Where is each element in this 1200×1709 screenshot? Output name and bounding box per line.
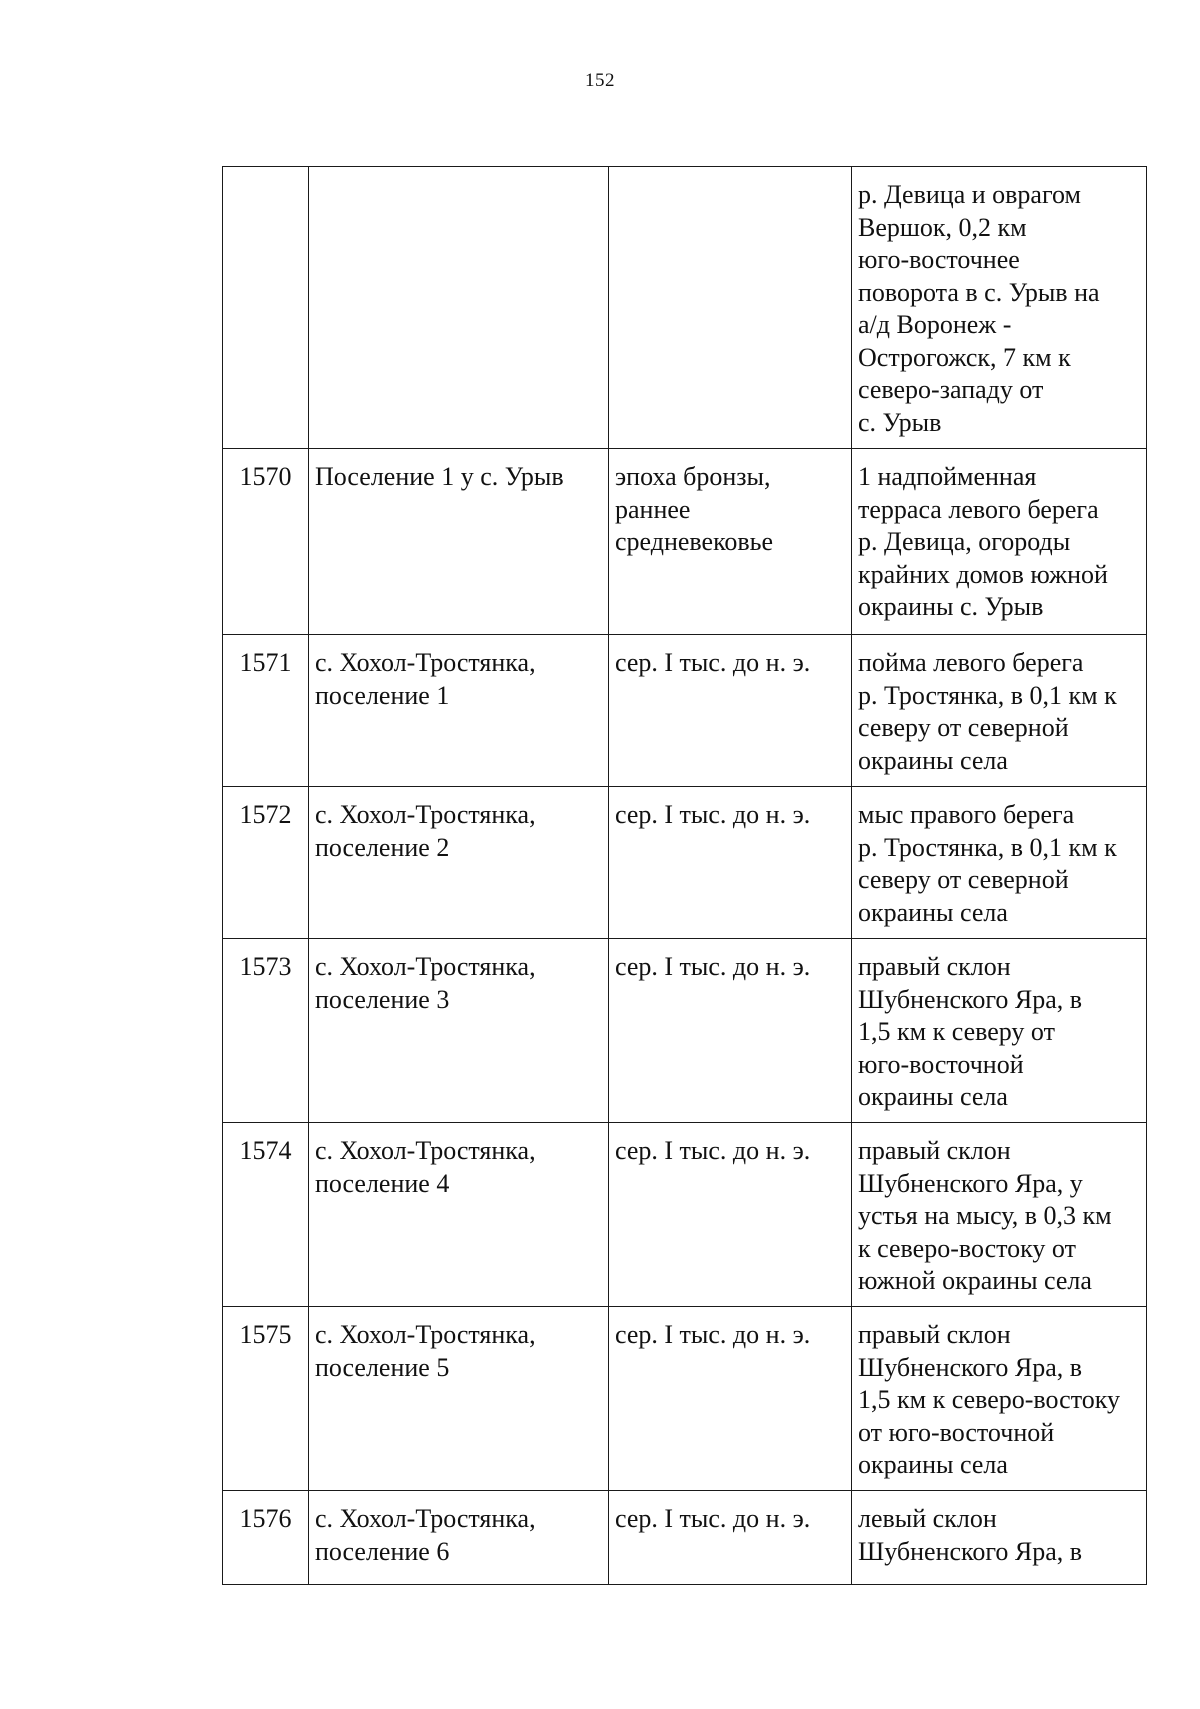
cell-dating-line: раннее [615, 494, 691, 524]
cell-location-line: устья на мысу, в 0,3 км [858, 1201, 1112, 1230]
cell-location-line: северо-западу от [858, 375, 1044, 404]
table-body [223, 167, 1147, 1585]
cell-site-name [309, 635, 609, 787]
cell-site-name [309, 1491, 609, 1585]
cell-number: 1576 [223, 1491, 309, 1585]
cell-location-line: юго-восточной [858, 1049, 1024, 1079]
cell-location-line: правый склон [858, 952, 1011, 981]
cell-location-line: юго-восточнее [858, 245, 1020, 274]
table-row [223, 449, 1147, 635]
cell-site-name [309, 787, 609, 939]
cell-site-name-line: поселение 3 [315, 984, 450, 1014]
cell-location [852, 167, 1147, 449]
cell-site-name-line: с. Хохол-Тростянка, [315, 1320, 536, 1349]
cell-dating-line: сер. I тыс. до н. э. [615, 1320, 811, 1349]
cell-site-name-line: с. Хохол-Тростянка, [315, 648, 536, 677]
cell-dating [609, 939, 852, 1123]
cell-location [852, 787, 1147, 939]
cell-location-line: правый склон [858, 1320, 1011, 1349]
cell-location [852, 1307, 1147, 1491]
cell-location-line: от юго-восточной [858, 1417, 1055, 1447]
cell-number: 1575 [223, 1307, 309, 1491]
cell-location-line: окраины с. Урыв [858, 592, 1044, 621]
cell-location-line: а/д Воронеж - [858, 310, 1012, 339]
cell-location [852, 449, 1147, 635]
cell-site-name [309, 1307, 609, 1491]
table-row [223, 1307, 1147, 1491]
cell-location-line: Острогожск, 7 км к [858, 342, 1071, 372]
cell-location-line: южной окраины села [858, 1266, 1092, 1295]
cell-site-name-line: поселение 2 [315, 832, 450, 862]
cell-location-line: Вершок, 0,2 км [858, 212, 1027, 242]
cell-location-line: терраса левого берега [858, 494, 1099, 524]
cell-location-line: Шубненского Яра, у [858, 1168, 1083, 1198]
cell-dating-line: сер. I тыс. до н. э. [615, 648, 811, 677]
cell-site-name [309, 939, 609, 1123]
cell-location-line: северу от северной [858, 713, 1069, 742]
cell-dating [609, 787, 852, 939]
cell-location [852, 635, 1147, 787]
cell-dating [609, 1123, 852, 1307]
cell-dating-line: сер. I тыс. до н. э. [615, 1136, 811, 1165]
cell-location-line: пойма левого берега [858, 648, 1084, 677]
cell-dating [609, 1307, 852, 1491]
cell-location-line: р. Девица и оврагом [858, 180, 1081, 209]
cell-site-name-line: поселение 6 [315, 1536, 450, 1566]
cell-site-name-line: с. Хохол-Тростянка, [315, 800, 536, 829]
heritage-register-table [222, 166, 1147, 1585]
cell-dating [609, 635, 852, 787]
cell-location-line: к северо-востоку от [858, 1233, 1076, 1263]
cell-location-line: левый склон [858, 1504, 997, 1533]
cell-number [223, 167, 309, 449]
cell-location-line: Шубненского Яра, в [858, 1352, 1083, 1382]
cell-location-line: окраины села [858, 745, 1008, 775]
cell-dating [609, 167, 852, 449]
cell-location-line: окраины села [858, 1082, 1008, 1111]
cell-number: 1572 [223, 787, 309, 939]
cell-dating-line: средневековье [615, 527, 774, 556]
page-number: 152 [585, 70, 615, 91]
cell-location-line: р. Девица, огороды [858, 527, 1071, 556]
cell-site-name-line: поселение 4 [315, 1168, 450, 1198]
cell-location-line: правый склон [858, 1136, 1011, 1165]
cell-location-line: 1 надпойменная [858, 462, 1037, 491]
cell-dating-line: сер. I тыс. до н. э. [615, 800, 811, 829]
cell-dating [609, 1491, 852, 1585]
cell-location-line: северу от северной [858, 865, 1069, 894]
table-row [223, 167, 1147, 449]
cell-location-line: поворота в с. Урыв на [858, 277, 1100, 307]
table-row [223, 787, 1147, 939]
table-row [223, 635, 1147, 787]
cell-number: 1573 [223, 939, 309, 1123]
cell-location [852, 939, 1147, 1123]
cell-location-line: мыс правого берега [858, 800, 1075, 829]
cell-number: 1574 [223, 1123, 309, 1307]
cell-number: 1571 [223, 635, 309, 787]
cell-dating-line: сер. I тыс. до н. э. [615, 952, 811, 981]
cell-location [852, 1491, 1147, 1585]
cell-location-line: окраины села [858, 897, 1008, 927]
cell-location-line: с. Урыв [858, 407, 942, 437]
cell-number: 1570 [223, 449, 309, 635]
cell-dating [609, 449, 852, 635]
cell-location-line: Шубненского Яра, в [858, 984, 1083, 1014]
cell-location-line: крайних домов южной [858, 559, 1108, 589]
cell-site-name [309, 449, 609, 635]
cell-dating-line: эпоха бронзы, [615, 462, 771, 491]
cell-site-name-line: поселение 5 [315, 1352, 450, 1382]
table-row [223, 1491, 1147, 1585]
cell-site-name [309, 1123, 609, 1307]
cell-location-line: р. Тростянка, в 0,1 км к [858, 680, 1117, 710]
cell-location [852, 1123, 1147, 1307]
cell-site-name-line: с. Хохол-Тростянка, [315, 1504, 536, 1533]
cell-location-line: р. Тростянка, в 0,1 км к [858, 832, 1117, 862]
cell-location-line: 1,5 км к северо-востоку [858, 1385, 1121, 1414]
cell-location-line: окраины села [858, 1450, 1008, 1479]
cell-site-name-line: Поселение 1 у с. Урыв [315, 462, 564, 491]
table-row [223, 1123, 1147, 1307]
cell-site-name-line: с. Хохол-Тростянка, [315, 1136, 536, 1165]
cell-site-name [309, 167, 609, 449]
cell-location-line: Шубненского Яра, в [858, 1536, 1083, 1566]
cell-site-name-line: поселение 1 [315, 680, 450, 710]
cell-site-name-line: с. Хохол-Тростянка, [315, 952, 536, 981]
cell-location-line: 1,5 км к северу от [858, 1017, 1055, 1046]
cell-dating-line: сер. I тыс. до н. э. [615, 1504, 811, 1533]
table-row [223, 939, 1147, 1123]
